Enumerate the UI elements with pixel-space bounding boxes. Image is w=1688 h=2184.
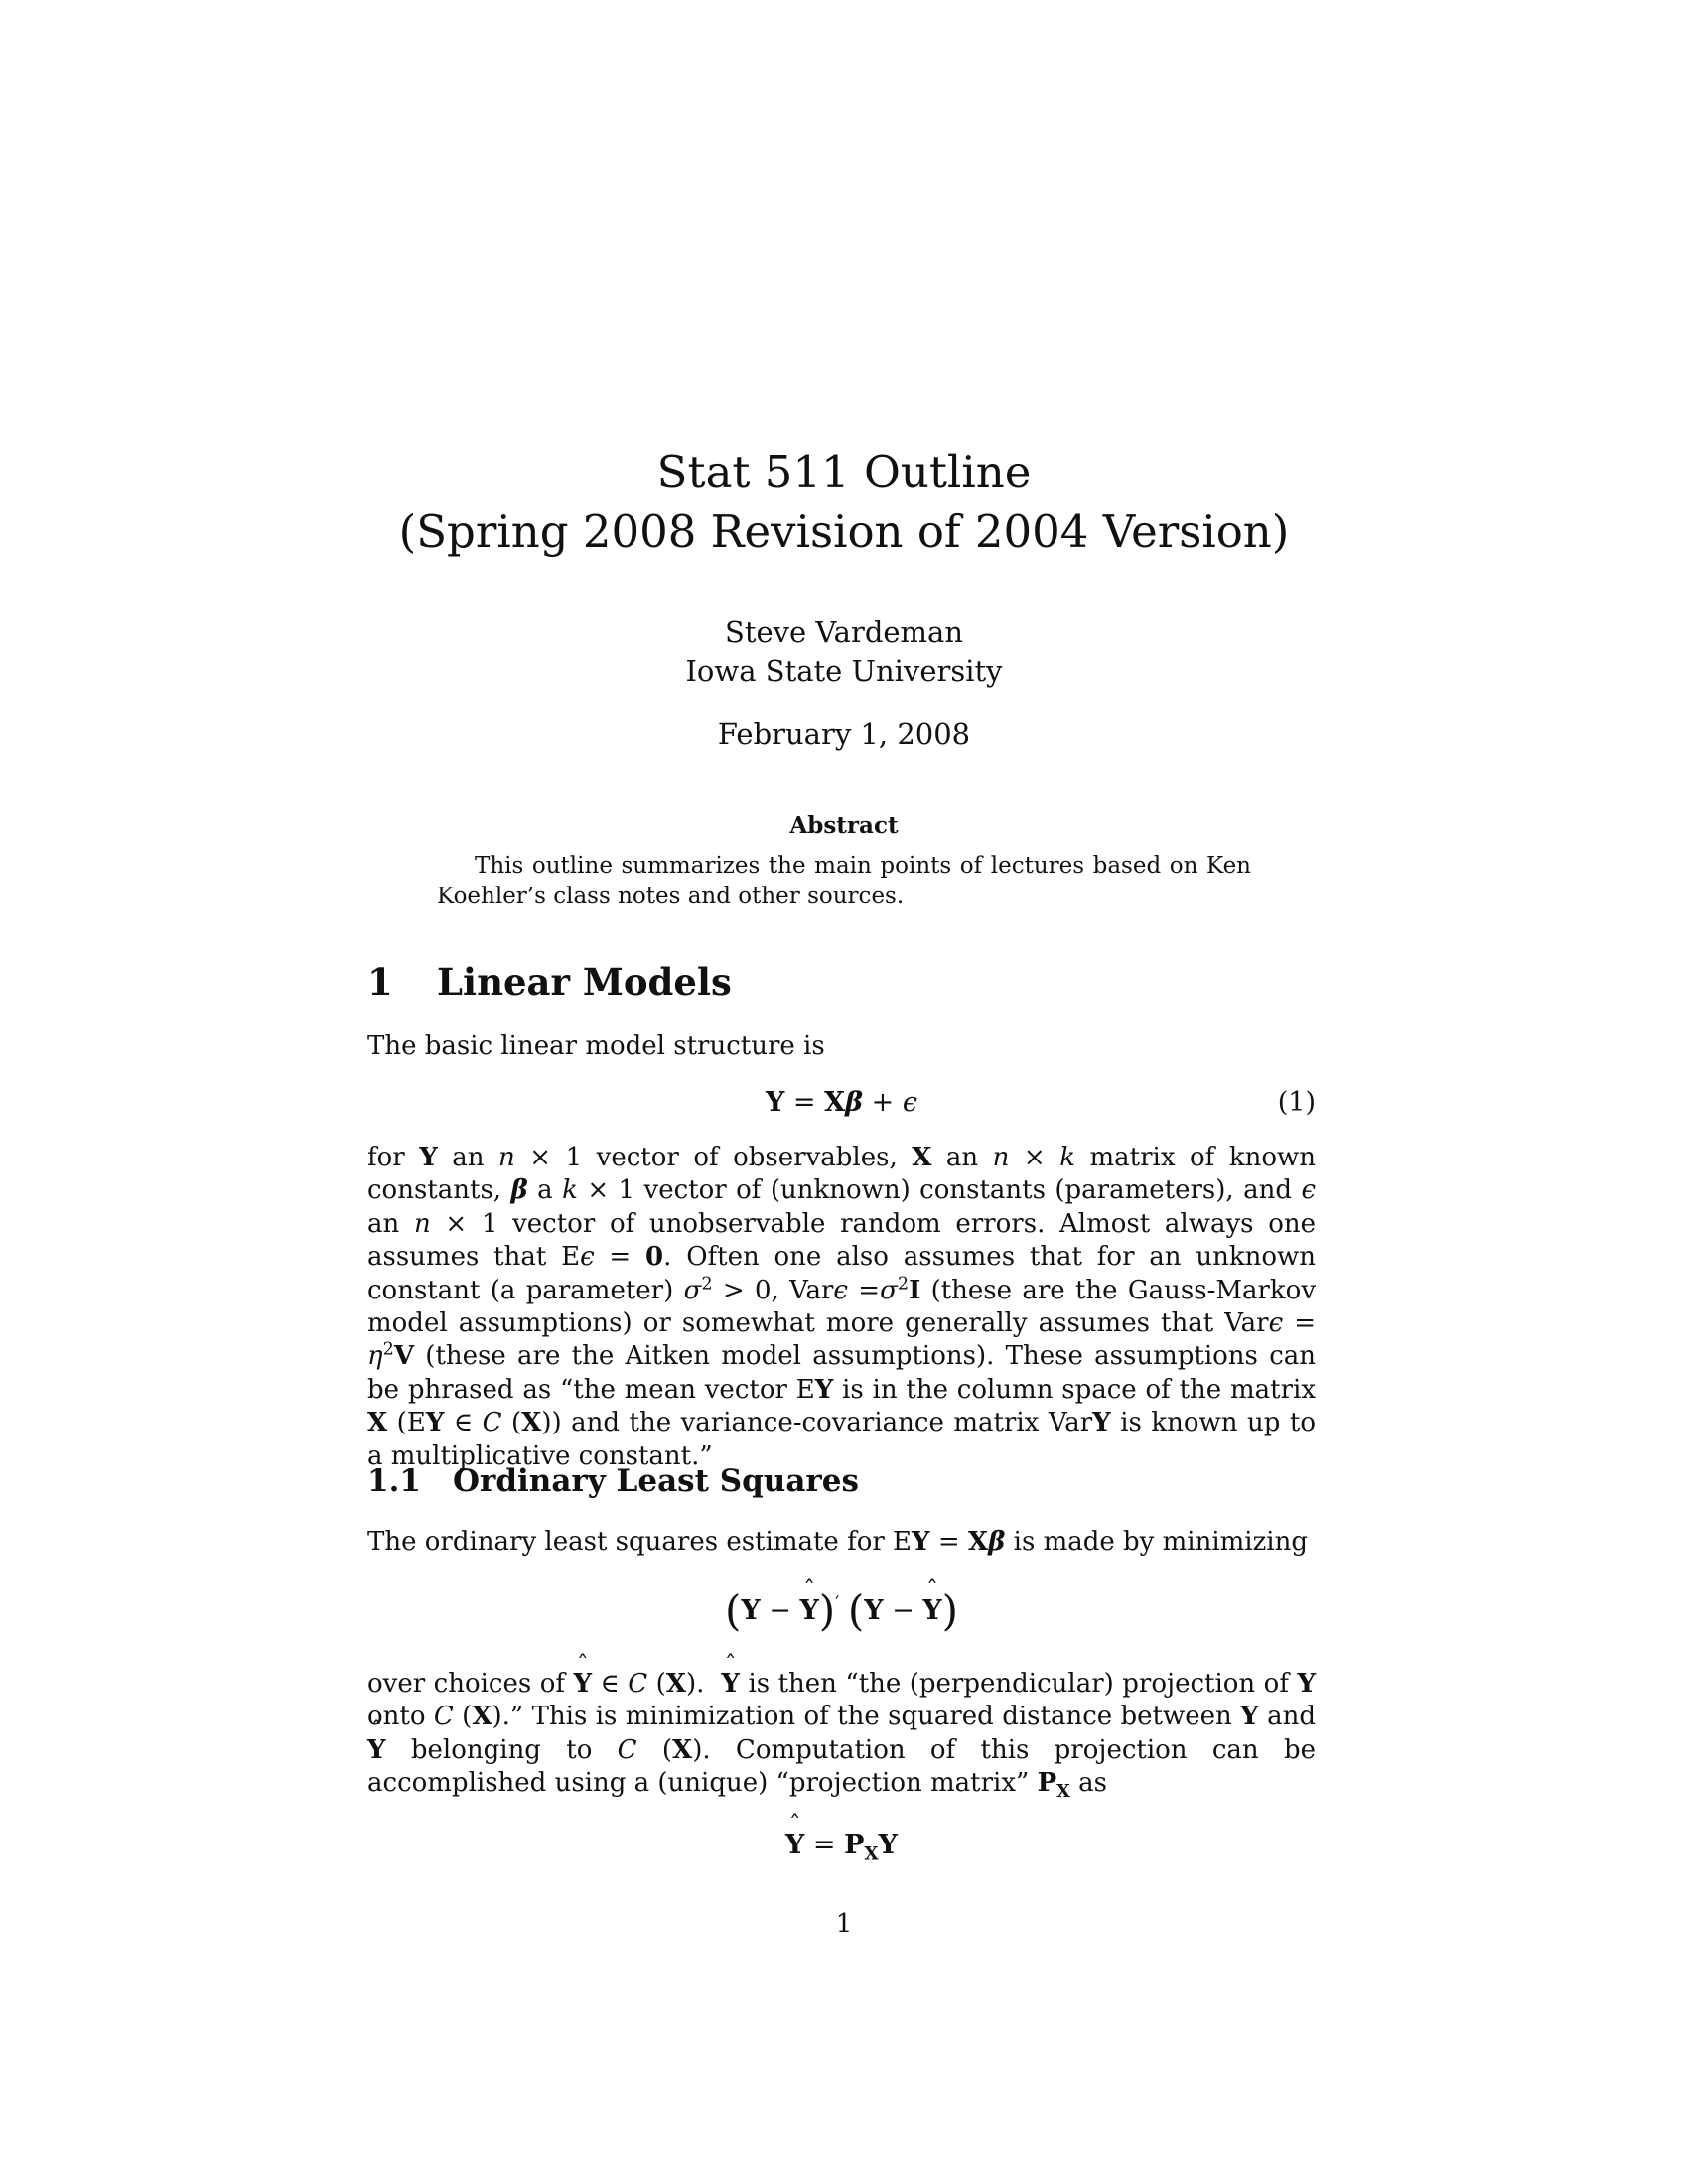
- section-1-1-body: over choices of ˆ Y ∈ C (X). ˆ Y is then “the (perpendicular) projection of Y onto C (X).” This is minimization of the squared distance between Y and ˆ Y belonging to C (X). Computation of this projection can be accomplished using a (unique) “projection matrix” $P_X$ as: [367, 1668, 1316, 1801]
- section-1-intro: The basic linear model structure is: [367, 1031, 825, 1061]
- section-1-1-intro: The ordinary least squares estimate for EY = Xβ is made by minimizing: [367, 1527, 1309, 1557]
- equation-1: Y = Xβ + ϵ (1): [766, 1087, 1316, 1118]
- title-line-1: Stat 511 Outline: [656, 446, 1032, 498]
- abstract-heading: Abstract: [789, 812, 899, 839]
- least-squares-criterion: (Y − ˆ Y)′ (Y − ˆ Y): [367, 1586, 1316, 1635]
- section-1-title: Linear Models: [437, 960, 732, 1004]
- section-1-1-title: Ordinary Least Squares: [453, 1463, 859, 1499]
- page-number: 1: [835, 1909, 853, 1939]
- section-1-1-heading: [367, 1463, 859, 1499]
- section-1-number: 1: [367, 960, 393, 1004]
- title-line-2: (Spring 2008 Revision of 2004 Version): [398, 505, 1290, 558]
- projection-equation: ˆ $Y = P_XY$: [367, 1830, 1316, 1860]
- author: Steve Vardeman: [724, 615, 964, 649]
- section-1-1-number: 1.1: [367, 1463, 421, 1499]
- section-1-body: for Y an n × 1 vector of observables, X an n × k matrix of known constants, β a k × 1 vector of (unknown) constants (parameters), and ϵ an n × 1 vector of unobservable random errors. Almost always one assumes that Eϵ = 0. Often one also assumes that for an unknown constant (a parameter) $\sigma^2 > 0$, $Var\epsilon =\sigma^2I$ (these are the Gauss-Markov model assumptions) or somewhat more generally assumes that $Var\epsilon = \eta^2V$ (these are the Aitken model assumptions). These assumptions can be phrased as “the mean vector EY is in the column space of the matrix X (EY ∈ C (X)) and the variance-covariance matrix VarY is known up to a multiplicative constant.”: [367, 1143, 1317, 1471]
- equation-1-number: (1): [1277, 1087, 1316, 1118]
- affiliation: Iowa State University: [685, 654, 1003, 688]
- date: February 1, 2008: [717, 717, 971, 751]
- section-1-heading: [367, 960, 732, 1004]
- abstract-text: This outline summarizes the main points of lectures based on Ken Koehler’s class notes and other sources.: [437, 853, 1251, 909]
